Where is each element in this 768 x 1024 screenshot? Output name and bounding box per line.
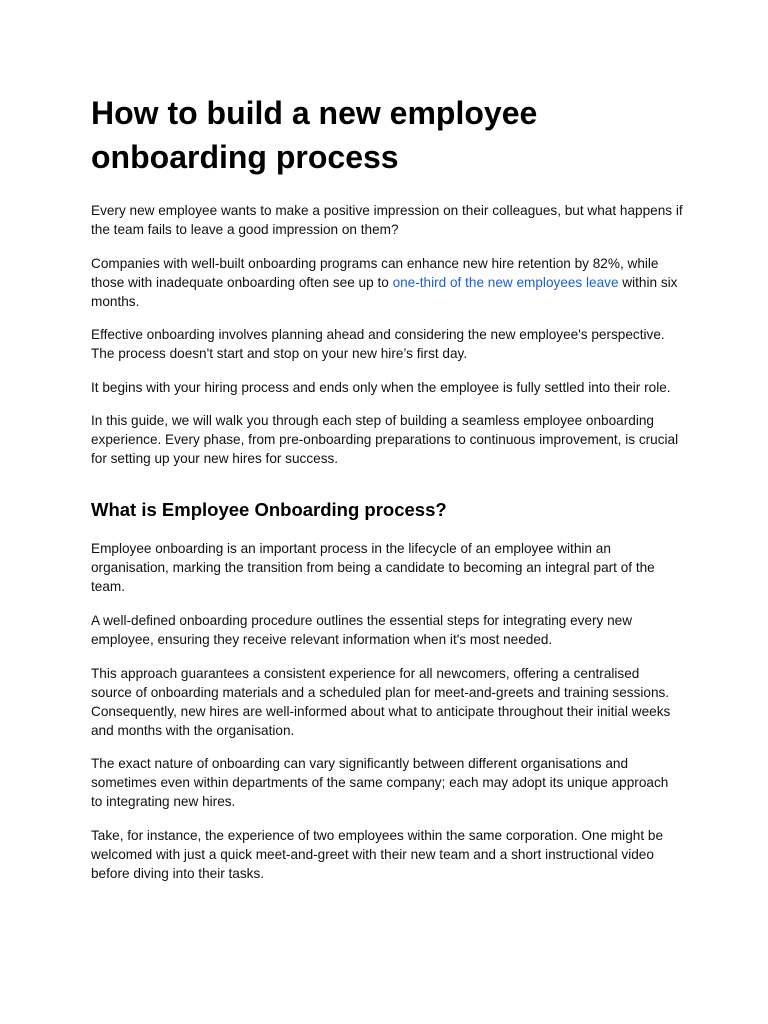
intro-paragraph: Effective onboarding involves planning ahead and considering the new employee's perspective. The process doesn't start and stop on your new hire’s first day. [91, 327, 665, 362]
section-paragraph: This approach guarantees a consistent experience for all newcomers, offering a centralised source of onboarding materials and a scheduled plan for meet-and-greets and training sessions. Consequently, new hires are well-informed about what to anticipate throughout their initial weeks and months with the organisation. [91, 665, 671, 738]
paragraph-text: Companies with well-built onboarding programs can enhance new hire retention by 82%, while those with inadequate onboarding often see up to [91, 255, 659, 290]
intro-paragraph-with-link [91, 254, 683, 311]
section-paragraph: A well-defined onboarding procedure outlines the essential steps for integrating every new employee, ensuring they receive relevant information when it's most needed. [91, 612, 633, 647]
intro-paragraph: Every new employee wants to make a positive impression on their colleagues, but what happens if the team fails to leave a good impression on them? [91, 203, 683, 237]
intro-paragraph: It begins with your hiring process and ends only when the employee is fully settled into their role. [91, 379, 671, 395]
section-paragraph: Take, for instance, the experience of two employees within the same corporation. One might be welcomed with just a quick meet-and-greet with their new team and a short instructional video before diving into their tasks. [91, 827, 663, 881]
article-body [91, 91, 683, 883]
section-heading: What is Employee Onboarding process? [91, 499, 447, 521]
section-paragraph: The exact nature of onboarding can vary significantly between different organisations and sometimes even within departments of the same company; each may adopt its unique approach to integrating new hires. [91, 756, 669, 810]
paragraph-text: within six months. [91, 274, 678, 309]
section-paragraph: Employee onboarding is an important process in the lifecycle of an employee within an organisation, marking the transition from being a candidate to becoming an integral part of the team. [91, 541, 655, 595]
retention-stat-link[interactable]: one-third of the new employees leave [392, 274, 619, 290]
intro-paragraph: In this guide, we will walk you through each step of building a seamless employee onboarding experience. Every phase, from pre-onboarding preparations to continuous improvement, is crucial for setting up your new hires for success. [91, 413, 679, 467]
page-title: How to build a new employee onboarding process [91, 95, 538, 175]
